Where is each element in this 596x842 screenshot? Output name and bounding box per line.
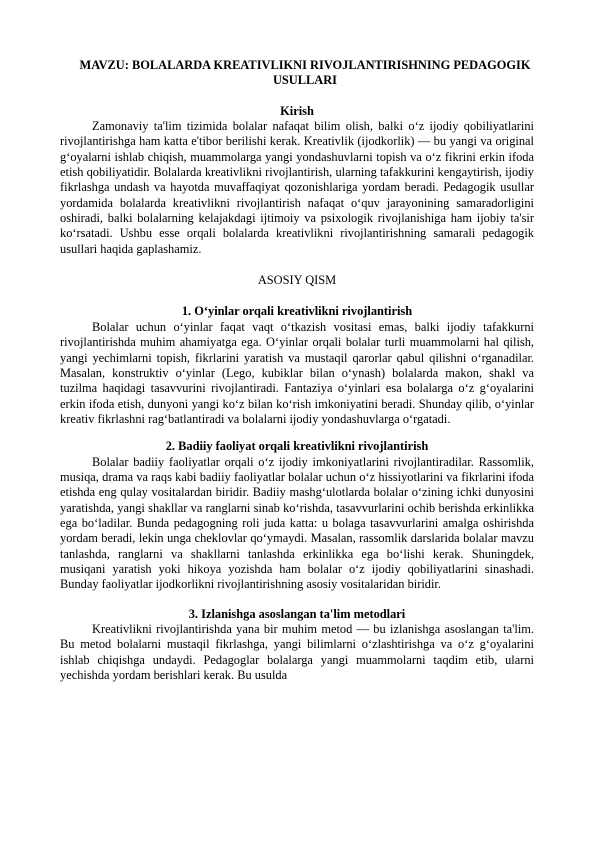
document-title: MAVZU: BOLALARDA KREATIVLIKNI RIVOJLANTIRISHNING PEDAGOGIK USULLARI	[79, 58, 531, 88]
section-1-paragraph: Bolalar uchun o‘yinlar faqat vaqt o‘tkazish vositasi emas, balki ijodiy tafakkurni rivojlantirishda muhim ahamiyatga ega. O‘yinlar orqali bolalar turli muammolarni hal qilish, yangi yechimlarni topish, fikrlarini yaratish va mustaqil qarorlar qabul qilishni o‘rganadilar. Masalan, konstruktiv o‘yinlar (Lego, kubiklar bilan o‘ynash) bolalarda makon, shakl va tuzilma haqidagi tasavvurini rivojlantiradi. Fantaziya o‘yinlari esa bolalarga o‘z g‘oyalarini erkin ifoda etish, dunyoni yangi ko‘z bilan ko‘rish imkoniyatini beradi. Shunday qilib, o‘yinlar kreativ fikrlashni rag‘batlantiradi va bolalarni ijodiy yondashuvlarga o‘rgatadi.	[60, 319, 534, 426]
spacer	[60, 593, 534, 607]
spacer	[60, 89, 534, 104]
intro-heading: Kirish	[280, 103, 314, 118]
spacer	[60, 257, 534, 273]
section-2-paragraph: Bolalar badiiy faoliyatlar orqali o‘z ijodiy imkoniyatlarini rivojlantiradilar. Rassomlik, musiqa, drama va raqs kabi badiiy faoliyatlar bolalar uchun o‘z hissiyotlarini va fikrlarini ifoda etishda eng qulay vositalardan biridir. Badiiy mashg‘ulotlarda bolalar o‘zining ichki dunyosini yaratishda, yangi shakllar va ranglarni sinab ko‘rishda, tasavvurlarini ochib berishda erkinlikka ega bo‘ladilar. Bunda pedagogning roli juda katta: u bolaga tasavvurlarini amalga oshirishda yordam beradi, lekin unga cheklovlar qo‘ymaydi. Masalan, rassomlik darslarida bolalar mavzu tanlashda, ranglarni va shakllarni tanlashda erkinlikka ega bo‘lishi kerak. Shuningdek, musiqani yaratish yoki hikoya yozishda ham bolalar o‘z ijodiy qobiliyatlarini sinashadi. Bunday faoliyatlar ijodkorlikni rivojlantirishning asosiy vositalaridan biridir.	[60, 454, 534, 592]
section-2-heading: 2. Badiiy faoliyat orqali kreativlikni rivojlantirish	[165, 439, 429, 454]
main-section-heading: ASOSIY QISM	[257, 273, 337, 288]
document-page	[60, 58, 534, 683]
spacer	[60, 288, 534, 304]
spacer	[60, 427, 534, 439]
section-3-paragraph: Kreativlikni rivojlantirishda yana bir muhim metod — bu izlanishga asoslangan ta'lim. Bu metod bolalarni mustaqil fikrlashga, yangi bilimlarni o‘zlashtirishga va o‘z g‘oyalarini ishlab chiqishga undaydi. Pedagoglar bolalarga yangi muammolarni taqdim etib, ularni yechishda yordam berishlari kerak. Bu usulda	[60, 622, 534, 683]
section-3-heading: 3. Izlanishga asoslangan ta'lim metodlari	[188, 606, 406, 621]
intro-paragraph: Zamonaviy ta'lim tizimida bolalar nafaqat bilim olish, balki o‘z ijodiy qobiliyatlarini rivojlantirishga ham katta e'tibor berilishi kerak. Kreativlik (ijodkorlik) — bu yangi va original g‘oyalarni ishlab chiqish, muammolarga yangi yondashuvlarni topish va o‘z fikrini erkin ifoda etish qobiliyatidir. Bolalarda kreativlikni rivojlantirish, ularning tafakkurini kengaytirish, ijodiy fikrlashga undash va hayotda muvaffaqiyat qozonishlariga yordam beradi. Pedagogik usullar yordamida bolalarda kreativlikni rivojlantirish nafaqat o‘quv jarayonining samaradorligini oshiradi, balki bolalarning kelajakdagi ijtimoiy va psixologik rivojlanishiga ham ijobiy ta'sir ko‘rsatadi. Ushbu esse orqali bolalarda kreativlikni rivojlantirishning samarali pedagogik usullari haqida gaplashamiz.	[60, 119, 534, 256]
section-1-heading: 1. O‘yinlar orqali kreativlikni rivojlantirish	[181, 304, 413, 319]
